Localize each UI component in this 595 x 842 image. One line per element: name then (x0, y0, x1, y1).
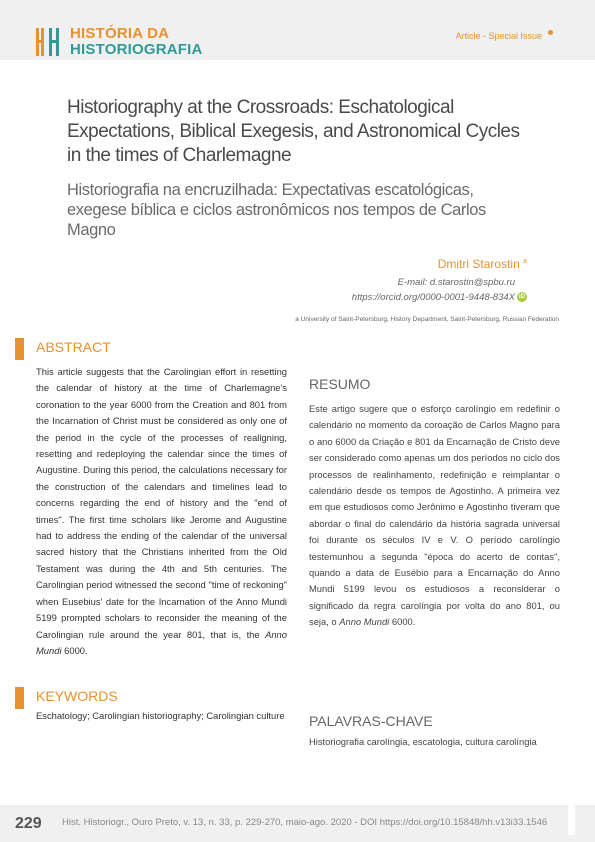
orcid-icon[interactable]: iD (519, 294, 525, 300)
keywords-accent-bar (15, 687, 24, 709)
page-number: 229 (15, 815, 42, 832)
abstract-body (36, 364, 287, 659)
article-title-english: Historiography at the Crossroads: Eschatological Expectations, Biblical Exegesis, and Astronomical Cycles in the times of Charlemagne (67, 97, 520, 166)
resumo-body (309, 401, 560, 631)
resumo-text: Este artigo sugere que o esforço carolíngio em redefinir o calendário no momento da coroação de Carlos Magno para o ano 6000 da Criação e 801 da Encarnação de Cristo deve ser considerado como apenas um dos períodos no ciclo dos processos de realinhamento, redefinição e reimplantar o calendário desde os tempos de Agostinho. A primeira vez em que estudiosos como Jerônimo e Agostinho tiveram que abordar o final do calendário da história sagrada universal foi durante os séculos IV e V. O período carolíngio testemunhou a segunda "época do acerto de contas", quando a data de Eusébio para a Encarnação do Anno Mundi 5199 levou os estudiosos a reconsiderar o significado da regra carolíngia por volta do ano 801, ou seja, o (309, 403, 560, 628)
author-email[interactable]: E-mail: d.starostin@spbu.ru (397, 277, 515, 288)
palavras-chave-list: Historiografia carolíngia, escatologia, cultura carolíngia (309, 736, 537, 747)
article-type-label: Article - Special Issue (455, 31, 542, 41)
footer-citation[interactable]: Hist. Historiogr., Ouro Preto, v. 13, n. 33, p. 229-270, maio-ago. 2020 - DOI https://doi.org/10.15848/hh.v13i33.1546 (62, 817, 548, 828)
abstract-italic: Anno Mundi (36, 628, 287, 656)
footer-edge-bar (568, 805, 575, 835)
resumo-italic: Anno Mundi (339, 616, 390, 628)
author-affiliation: a University of Saint-Petersburg, History Department, Saint-Petersburg, Russian Federation (295, 316, 559, 323)
resumo-heading: RESUMO (309, 376, 371, 392)
abstract-text-end: 6000. (61, 644, 88, 656)
keywords-heading: KEYWORDS (36, 688, 118, 704)
author-name-text: Dmitri Starostin (437, 257, 520, 271)
logo-title-line2: HISTORIOGRAFIA (70, 41, 203, 58)
article-type-dot (548, 30, 553, 35)
palavras-chave-heading: PALAVRAS-CHAVE (309, 713, 433, 729)
author-name (438, 257, 527, 271)
resumo-text-end: 6000. (389, 616, 416, 628)
author-orcid-link[interactable]: https://orcid.org/0000-0001-9448-834X (351, 292, 515, 303)
abstract-accent-bar (15, 338, 24, 360)
journal-logo-icon (36, 26, 64, 58)
keywords-list: Eschatology; Carolingian historiography; Carolingian culture (36, 710, 285, 721)
author-affiliation-marker: a (523, 258, 527, 265)
logo-title-line1: HISTÓRIA DA (70, 25, 170, 42)
abstract-text: This article suggests that the Carolingian effort in resetting the calendar of history at the time of Charlemagne's coronation to the year 6000 from the Creation and 801 from the Incarnation of Christ must be considered as only one of the period in the cycle of the processes of realigning, resetting and redeploying the calendar since the times of Augustine. During this period, the calculations necessary for the construction of the calendars and timelines lead to concerns regarding the end of history and the "end of times". The first time scholars like Jerome and Augustine had to address the ending of the calendar of the universal sacred history that the Christians inherited from the Old Testament was during the 4th and 5th centuries. The Carolingian period witnessed the second "time of reckoning" when Eusebius' date for the Incarnation of the Anno Mundi 5199 prompted scholars to reconsider the meaning of the Carolingian rule around the year 801, that is, the (36, 366, 287, 640)
article-title-portuguese: Historiografia na encruzilhada: Expectativas escatológicas, exegese bíblica e ciclos astronômicos nos tempos de Carlos Magno (67, 181, 486, 239)
abstract-heading: ABSTRACT (36, 339, 111, 355)
